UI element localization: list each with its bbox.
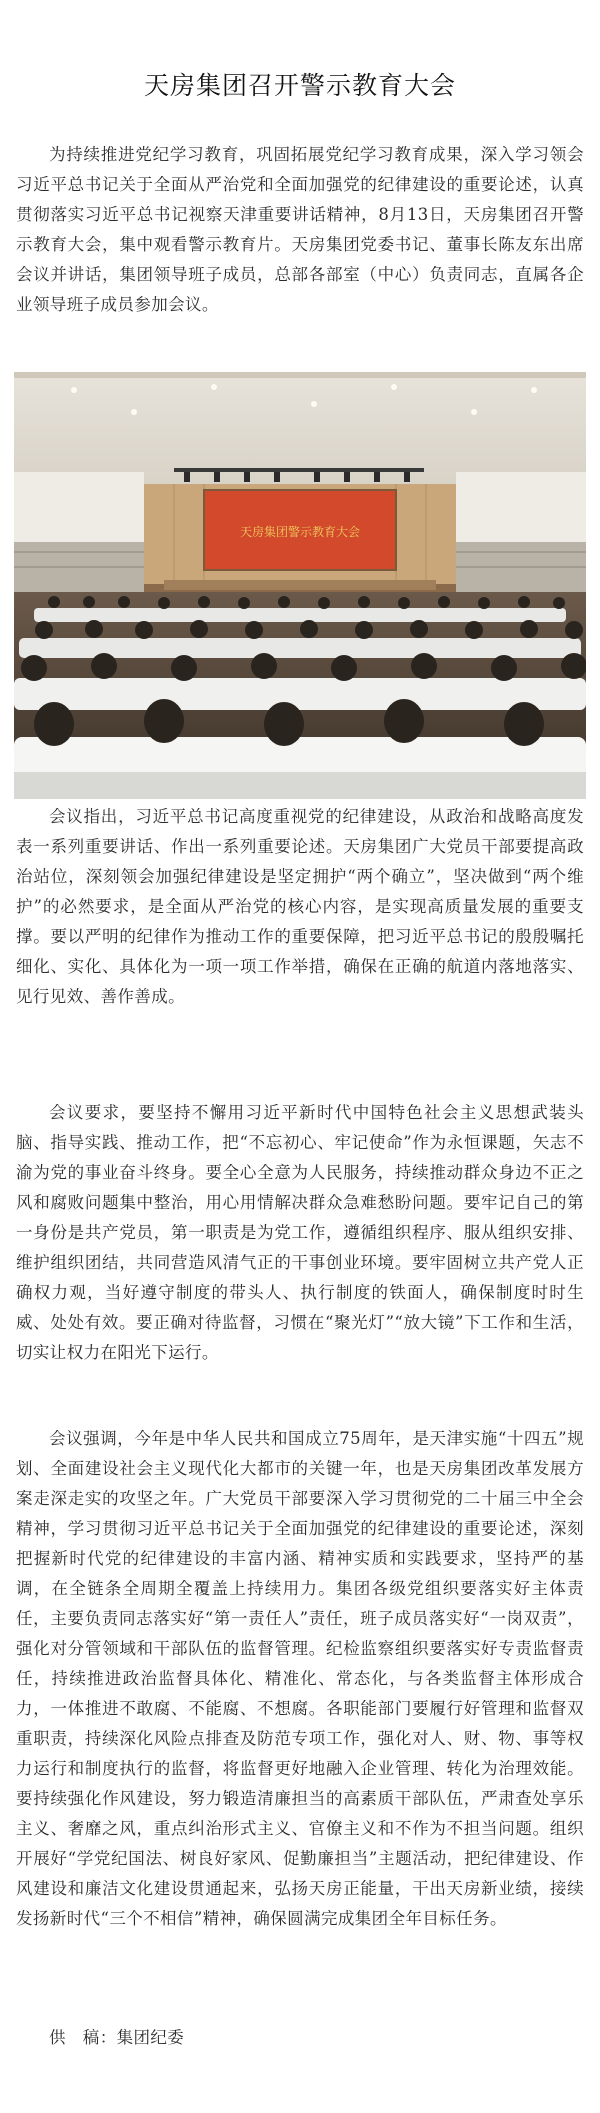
article-paragraph-4: 会议强调，今年是中华人民共和国成立75周年，是天津实施“十四五”规划、全面建设社会主义现代化大都市的关键一年，也是天房集团改革发展方案走深走实的攻坚之年。广大党员干部要深入学习贯彻党的二十届三中全会精神，学习贯彻习近平总书记关于全面加强党的纪律建设的重要论述，深刻把握新时代党的纪律建设的丰富内涵、精神实质和实践要求，坚持严的基调，在全链条全周期全覆盖上持续用力。集团各级党组织要落实好主体责任，主要负责同志落实好“第一责任人”责任，班子成员落实好“一岗双责”，强化对分管领域和干部队伍的监督管理。纪检监察组织要落实好专责监督责任，持续推进政治监督具体化、精准化、常态化，与各类监督主体形成合力，一体推进不敢腐、不能腐、不想腐。各职能部门要履行好管理和监督双重职责，持续深化风险点排查及防范专项工作，强化对人、财、物、事等权力运行和制度执行的监督，将监督更好地融入企业管理、转化为治理效能。要持续强化作风建设，努力锻造清廉担当的高素质干部队伍，严肃查处享乐主义、奢靡之风，重点纠治形式主义、官僚主义和不作为不担当问题。组织开展好“学党纪国法、树良好家风、促勤廉担当”主题活动，把纪律建设、作风建设和廉洁文化建设贯通起来，弘扬天房正能量，干出天房新业绩，接续发扬新时代“三个不相信”精神，确保圆满完成集团全年目标任务。: [16, 1429, 584, 1928]
meeting-photo: [14, 372, 586, 799]
screen-text: 天房集团警示教育大会: [239, 525, 361, 539]
article-paragraph-1: 为持续推进党纪学习教育，巩固拓展党纪学习教育成果，深入学习领会习近平总书记关于全面从严治党和全面加强党的纪律建设的重要论述，认真贯彻落实习近平总书记视察天津重要讲话精神，8月13日，天房集团召开警示教育大会，集中观看警示教育片。天房集团党委书记、董事长陈友东出席会议并讲话，集团领导班子成员，总部各部室（中心）负责同志，直属各企业领导班子成员参加会议。: [16, 145, 584, 314]
article-paragraph-3: 会议要求，要坚持不懈用习近平新时代中国特色社会主义思想武装头脑、指导实践、推动工作，把“不忘初心、牢记使命”作为永恒课题，矢志不渝为党的事业奋斗终身。要全心全意为人民服务，持续推动群众身边不正之风和腐败问题集中整治，用心用情解决群众急难愁盼问题。要牢记自己的第一身份是共产党员，第一职责是为党工作，遵循组织程序、服从组织安排、维护组织团结，共同营造风清气正的干事创业环境。要牢固树立共产党人正确权力观，当好遵守制度的带头人、执行制度的铁面人，确保制度时时生威、处处有效。要正确对待监督，习惯在“聚光灯”“放大镜”下工作和生活，切实让权力在阳光下运行。: [16, 1103, 584, 1362]
article-byline: 供 稿：集团纪委: [49, 2028, 185, 2047]
article-paragraph-2: 会议指出，习近平总书记高度重视党的纪律建设，从政治和战略高度发表一系列重要讲话、作出一系列重要论述。天房集团广大党员干部要提高政治站位，深刻领会加强纪律建设是坚定拥护“两个确立”，坚决做到“两个维护”的必然要求，是全面从严治党的核心内容，是实现高质量发展的重要支撑。要以严明的纪律作为推动工作的重要保障，把习近平总书记的殷殷嘱托细化、实化、具体化为一项一项工作举措，确保在正确的航道内落地落实、见行见效、善作善成。: [16, 807, 584, 1006]
article-title: 天房集团召开警示教育大会: [143, 71, 456, 100]
